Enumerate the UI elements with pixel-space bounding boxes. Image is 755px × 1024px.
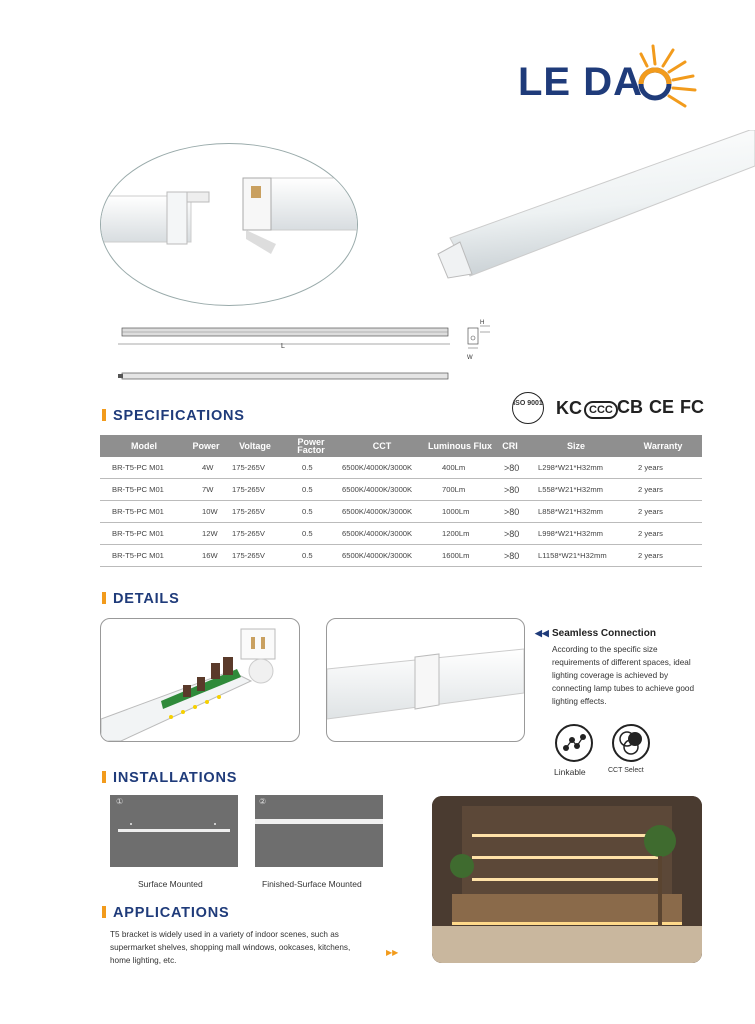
header-cct: CCT (336, 435, 428, 457)
cell-model: BR-T5-PC M01 (100, 501, 188, 523)
dimension-diagram (118, 318, 498, 388)
header-cri: CRI (492, 435, 528, 457)
width-label: W (467, 355, 473, 361)
logo-text: LE DA (518, 60, 643, 104)
cell-size: L1158*W21*H32mm (528, 545, 624, 567)
cell-power: 16W (188, 545, 224, 567)
cell-model: BR-T5-PC M01 (100, 545, 188, 567)
cell-voltage: 175-265V (224, 523, 286, 545)
cell-luminous-flux: 1000Lm (428, 501, 492, 523)
header-power-factor: Power Factor (286, 435, 336, 457)
table-header-row (100, 435, 702, 457)
cell-model: BR-T5-PC M01 (100, 457, 188, 479)
fcc-icon: FC (680, 397, 704, 417)
step-number-2: ② (259, 797, 267, 806)
applications-description: T5 bracket is widely used in a variety of indoor scenes, such as supermarket shelves, shopping mall windows, ookcases, kitchens, home lighting, etc. (110, 930, 351, 965)
cct-select-icon (612, 724, 650, 762)
linkable-label: Linkable (554, 767, 586, 777)
cell-cri: >80 (492, 523, 528, 545)
cell-voltage: 175-265V (224, 457, 286, 479)
table-row (100, 457, 702, 479)
application-scene-image (432, 796, 702, 963)
specifications-title: SPECIFICATIONS (102, 408, 245, 424)
cell-warranty: 2 years (624, 479, 702, 501)
surface-mounted-label: Surface Mounted (138, 879, 203, 889)
cell-size: L858*W21*H32mm (528, 501, 624, 523)
cell-power-factor: 0.5 (286, 479, 336, 501)
cell-luminous-flux: 400Lm (428, 457, 492, 479)
cell-size: L998*W21*H32mm (528, 523, 624, 545)
cell-warranty: 2 years (624, 501, 702, 523)
cell-power-factor: 0.5 (286, 545, 336, 567)
cct-select-label: CCT Select (608, 767, 644, 774)
driver-board-image (100, 618, 300, 742)
cell-cct: 6500K/4000K/3000K (336, 501, 428, 523)
surface-mounted-image (110, 795, 238, 867)
ccc-icon: CCC (584, 401, 618, 419)
installations-title: INSTALLATIONS (102, 770, 237, 786)
cell-model: BR-T5-PC M01 (100, 523, 188, 545)
header-warranty: Warranty (624, 435, 702, 457)
cell-cri: >80 (492, 501, 528, 523)
header-luminous-flux: Luminous Flux (428, 435, 492, 457)
connector-closeup-image (100, 143, 358, 306)
cell-power: 7W (188, 479, 224, 501)
header-voltage: Voltage (224, 435, 286, 457)
cell-model: BR-T5-PC M01 (100, 479, 188, 501)
cell-cct: 6500K/4000K/3000K (336, 457, 428, 479)
specifications-table (100, 435, 702, 567)
cell-power: 10W (188, 501, 224, 523)
cell-luminous-flux: 700Lm (428, 479, 492, 501)
length-label: L (281, 343, 285, 350)
iso-9001-icon: ISO 9001 (512, 392, 544, 424)
cell-cri: >80 (492, 545, 528, 567)
cell-luminous-flux: 1600Lm (428, 545, 492, 567)
double-arrow-left-icon: ◀◀ (535, 628, 549, 638)
cell-luminous-flux: 1200Lm (428, 523, 492, 545)
brand-logo (515, 42, 705, 112)
table-row (100, 545, 702, 567)
cell-warranty: 2 years (624, 523, 702, 545)
finished-surface-mounted-image (255, 795, 383, 867)
cell-size: L298*W21*H32mm (528, 457, 624, 479)
cell-warranty: 2 years (624, 457, 702, 479)
header-size: Size (528, 435, 624, 457)
cell-power: 12W (188, 523, 224, 545)
details-title: DETAILS (102, 591, 180, 607)
cell-cri: >80 (492, 457, 528, 479)
cell-size: L558*W21*H32mm (528, 479, 624, 501)
cell-cct: 6500K/4000K/3000K (336, 545, 428, 567)
table-row (100, 479, 702, 501)
cell-cct: 6500K/4000K/3000K (336, 479, 428, 501)
linkable-icon (555, 724, 593, 762)
cell-voltage: 175-265V (224, 479, 286, 501)
tube-product-image (430, 130, 755, 280)
header-model: Model (100, 435, 188, 457)
applications-title: APPLICATIONS (102, 905, 229, 921)
table-row (100, 501, 702, 523)
cell-voltage: 175-265V (224, 501, 286, 523)
height-label: H (480, 320, 485, 326)
cell-warranty: 2 years (624, 545, 702, 567)
sun-logo-icon (633, 42, 705, 112)
header-power: Power (188, 435, 224, 457)
cell-power-factor: 0.5 (286, 501, 336, 523)
finished-surface-mounted-label: Finished-Surface Mounted (262, 879, 362, 889)
ce-icon: CE (649, 397, 675, 417)
kc-icon: KC (556, 398, 582, 418)
cell-cri: >80 (492, 479, 528, 501)
double-arrow-right-icon: ▶▶ (386, 948, 399, 957)
cell-power: 4W (188, 457, 224, 479)
cell-voltage: 175-265V (224, 545, 286, 567)
table-row (100, 523, 702, 545)
seamless-connection-image (326, 618, 525, 742)
cell-cct: 6500K/4000K/3000K (336, 523, 428, 545)
cell-power-factor: 0.5 (286, 457, 336, 479)
step-number-1: ① (116, 797, 124, 806)
feature-description: According to the specific size requirements of different spaces, ideal lighting coverage is achieved by connecting lamp tubes to achieve good lighting effects. (552, 645, 695, 706)
feature-title: Seamless Connection (552, 628, 656, 639)
cb-icon: CB (617, 397, 643, 417)
cell-power-factor: 0.5 (286, 523, 336, 545)
